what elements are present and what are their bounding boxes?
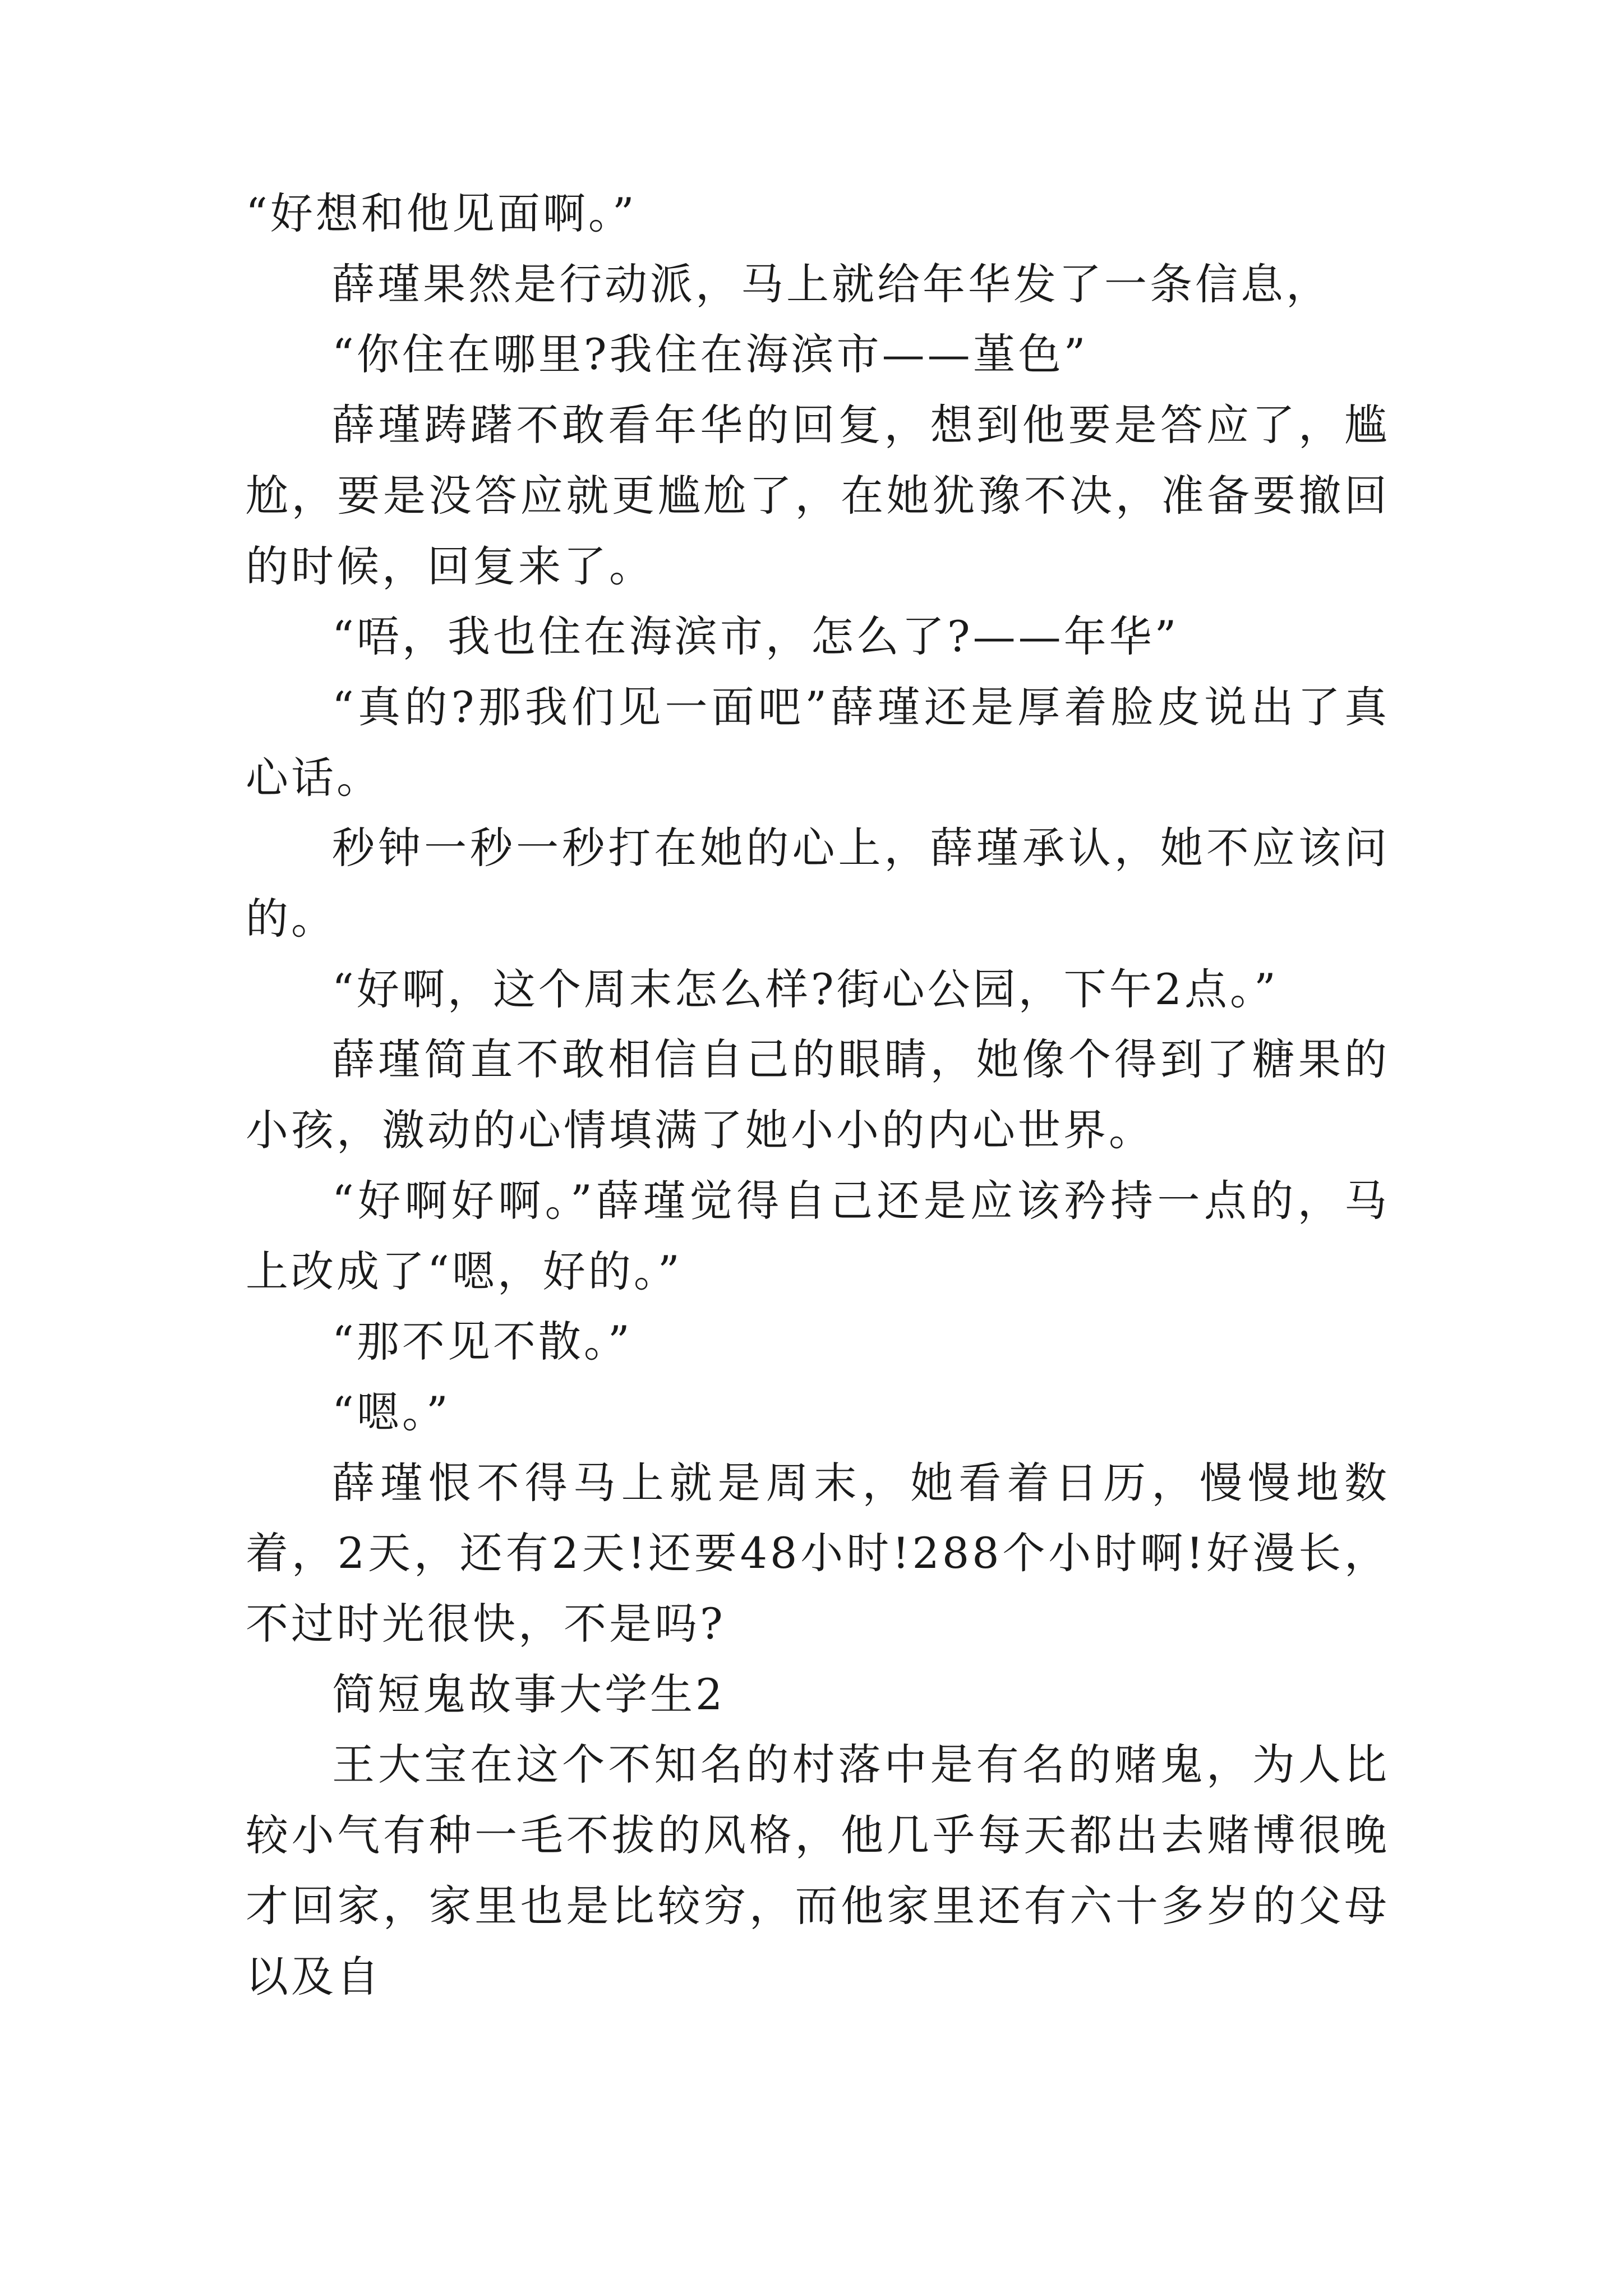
paragraph-15: 王大宝在这个不知名的村落中是有名的赌鬼，为人比较小气有种一毛不拔的风格，他几乎每天都出去赌博很晚才回家，家里也是比较穷，而他家里还有六十多岁的父母以及自: [246, 1740, 1390, 2001]
paragraph-7: 秒钟一秒一秒打在她的心上，薛瑾承认，她不应该问的。: [246, 823, 1390, 944]
paragraph-1: “好想和他见面啊。”: [246, 188, 637, 238]
paragraph-2: 薛瑾果然是行动派，马上就给年华发了一条信息，: [332, 259, 1331, 309]
paragraph-4: 薛瑾踌躇不敢看年华的回复，想到他要是答应了，尴尬，要是没答应就更尴尬了，在她犹豫不决，准备要撤回的时候，回复来了。: [246, 400, 1390, 591]
paragraph-12: “嗯。”: [332, 1387, 451, 1437]
paragraph-3: “你住在哪里?我住在海滨市——堇色”: [332, 329, 1089, 380]
paragraph-6: “真的?那我们见一面吧”薛瑾还是厚着脸皮说出了真心话。: [246, 682, 1390, 803]
paragraph-13: 薛瑾恨不得马上就是周末，她看着日历，慢慢地数着，2天，还有2天!还要48小时!288个小时啊!好漫长，不过时光很快，不是吗?: [246, 1457, 1390, 1649]
paragraph-5: “唔，我也住在海滨市，怎么了?——年华”: [332, 611, 1179, 662]
paragraph-11: “那不见不散。”: [332, 1317, 633, 1367]
paragraph-8: “好啊，这个周末怎么样?街心公园，下午2点。”: [332, 964, 1279, 1014]
paragraph-9: 薛瑾简直不敢相信自己的眼睛，她像个得到了糖果的小孩，激动的心情填满了她小小的内心世界。: [246, 1034, 1390, 1156]
story-text: [246, 178, 1390, 2012]
section-heading: 简短鬼故事大学生2: [332, 1669, 726, 1719]
paragraph-10: “好啊好啊。”薛瑾觉得自己还是应该矜持一点的，马上改成了“嗯，好的。”: [246, 1175, 1390, 1296]
